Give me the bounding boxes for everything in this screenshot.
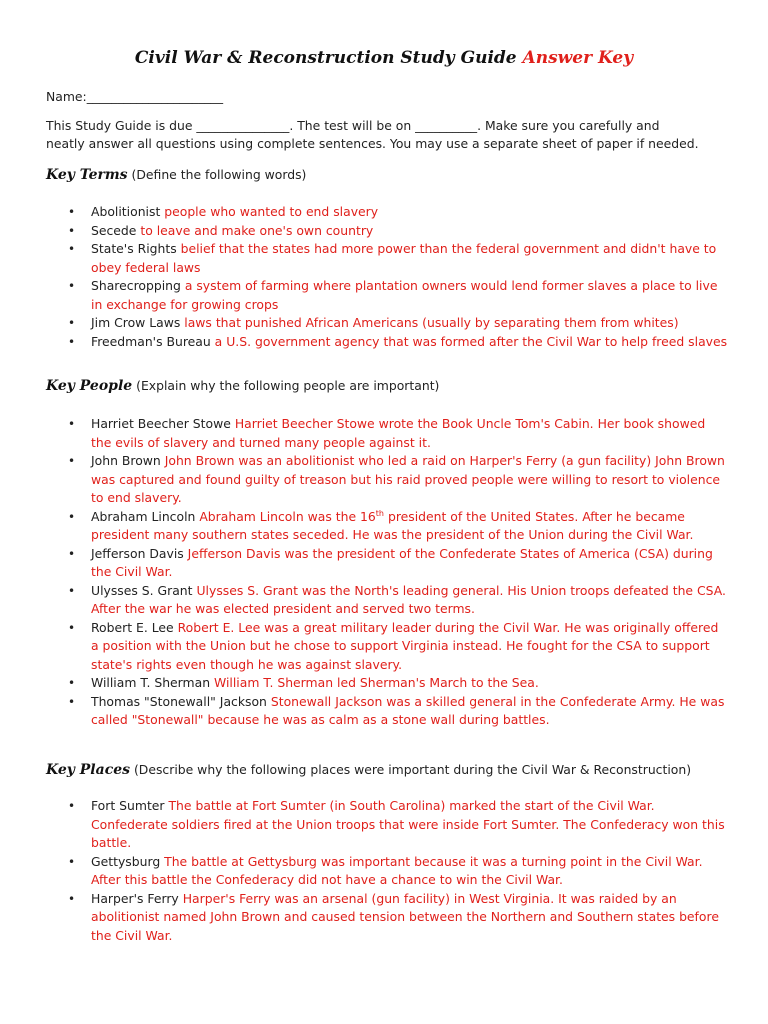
- list-item: [68, 222, 728, 241]
- list-item: [68, 890, 728, 946]
- term-answer: a U.S. government agency that was formed after the Civil War to help freed slaves: [214, 333, 728, 349]
- list-item: [68, 415, 728, 452]
- person-answer: William T. Sherman led Sherman's March to the Sea.: [214, 675, 539, 690]
- list-item: [68, 333, 728, 352]
- ordinal-suffix: th: [375, 508, 385, 518]
- term-answer: people who wanted to end slavery: [164, 204, 379, 219]
- person-answer: Robert E. Lee was a great military leader during the Civil War. He was originally offered a position with the Union but he chose to support Virginia instead. He fought for the CSA to support state's rights even though he was against slavery.: [91, 619, 719, 672]
- person-label: Harriet Beecher Stowe: [91, 416, 235, 431]
- list-item: [68, 545, 728, 582]
- key-people-title: Key People: [46, 378, 133, 394]
- term-label: Freedman's Bureau: [91, 333, 215, 349]
- bullet-icon: •: [68, 242, 76, 256]
- term-answer: to leave and make one's own country: [140, 222, 374, 238]
- list-item: [68, 314, 728, 333]
- bullet-icon: •: [68, 223, 76, 238]
- list-item: [68, 582, 728, 619]
- answer-key-label: Answer Key: [522, 48, 634, 68]
- page-title: [0, 48, 768, 68]
- list-item: [68, 508, 728, 545]
- bullet-icon: •: [68, 316, 76, 330]
- term-answer: laws that punished African Americans (usually by separating them from whites): [184, 315, 679, 330]
- bullet-icon: •: [68, 620, 76, 635]
- person-answer: Stonewall Jackson was a skilled general in the Confederate Army. He was called "Stonewall" because he was as calm as a stone wall during battles.: [91, 693, 725, 727]
- key-places-heading: [46, 762, 691, 778]
- person-label: Jefferson Davis: [91, 545, 188, 561]
- bullet-icon: •: [68, 799, 76, 813]
- intro-line-2: neatly answer all questions using complete sentences. You may use a separate sheet of paper if needed.: [46, 136, 699, 151]
- list-item: [68, 674, 728, 693]
- key-places-instruction: (Describe why the following places were important during the Civil War & Reconstruction): [130, 762, 692, 777]
- bullet-icon: •: [68, 334, 76, 349]
- bullet-icon: •: [68, 583, 76, 598]
- person-label: William T. Sherman: [91, 675, 214, 690]
- key-terms-list: [68, 203, 728, 351]
- bullet-icon: •: [68, 417, 76, 431]
- list-item: [68, 797, 728, 853]
- person-label: Ulysses S. Grant: [91, 582, 197, 598]
- list-item: [68, 693, 728, 730]
- key-places-list: [68, 797, 728, 945]
- person-label: Abraham Lincoln: [91, 508, 200, 524]
- term-label: Jim Crow Laws: [91, 315, 185, 330]
- key-people-list: [68, 415, 728, 730]
- list-item: [68, 619, 728, 675]
- bullet-icon: •: [68, 694, 76, 709]
- answer-part: president of the United States. After he became president many southern states seceded. He was the president of the Union during the Civil War.: [91, 508, 694, 542]
- list-item: [68, 452, 728, 508]
- person-label: Thomas "Stonewall" Jackson: [91, 693, 271, 709]
- name-line: Name:______________________: [46, 89, 224, 104]
- person-answer: John Brown was an abolitionist who led a raid on Harper's Ferry (a gun facility) John Brown was captured and found guilty of treason but his raid proved people were willing to resort to violence to end slavery.: [91, 453, 725, 505]
- person-answer: Harriet Beecher Stowe wrote the Book Uncle Tom's Cabin. Her book showed the evils of slavery and turned many people against it.: [91, 416, 706, 450]
- place-label: Harper's Ferry: [91, 890, 183, 906]
- intro-line-1: This Study Guide is due _______________. The test will be on __________. Make sure you carefully and: [46, 118, 660, 133]
- person-answer: Jefferson Davis was the president of the Confederate States of America (CSA) during the Civil War.: [91, 545, 713, 579]
- term-label: Sharecropping: [91, 278, 185, 293]
- bullet-icon: •: [68, 854, 76, 869]
- bullet-icon: •: [68, 891, 76, 906]
- key-terms-instruction: (Define the following words): [127, 167, 307, 182]
- bullet-icon: •: [68, 676, 76, 690]
- answer-part: Abraham Lincoln was the 16: [199, 508, 376, 524]
- term-answer: belief that the states had more power than the federal government and didn't have to obey federal laws: [91, 241, 717, 275]
- list-item: [68, 277, 728, 314]
- list-item: [68, 203, 728, 222]
- term-answer: a system of farming where plantation owners would lend former slaves a place to live in exchange for growing crops: [91, 278, 718, 312]
- bullet-icon: •: [68, 279, 76, 293]
- person-label: Robert E. Lee: [91, 619, 178, 635]
- place-label: Fort Sumter: [91, 798, 169, 813]
- list-item: [68, 240, 728, 277]
- title-text: Civil War & Reconstruction Study Guide: [134, 48, 517, 68]
- place-answer: Harper's Ferry was an arsenal (gun facility) in West Virginia. It was raided by an abolitionist named John Brown and caused tension between the Northern and Southern states before the Civil War.: [91, 890, 719, 943]
- key-people-instruction: (Explain why the following people are important): [132, 378, 440, 393]
- place-label: Gettysburg: [91, 853, 165, 869]
- bullet-icon: •: [68, 454, 76, 468]
- person-label: John Brown: [91, 453, 165, 468]
- person-answer: Ulysses S. Grant was the North's leading general. His Union troops defeated the CSA. After the war he was elected president and served two terms.: [91, 582, 726, 616]
- place-answer: The battle at Gettysburg was important because it was a turning point in the Civil War. After this battle the Confederacy did not have a chance to win the Civil War.: [91, 853, 703, 887]
- term-label: Abolitionist: [91, 204, 165, 219]
- bullet-icon: •: [68, 509, 76, 524]
- bullet-icon: •: [68, 205, 76, 219]
- place-answer: The battle at Fort Sumter (in South Carolina) marked the start of the Civil War. Confederate soldiers fired at the Union troops that were inside Fort Sumter. The Confederacy won this battle.: [91, 798, 725, 850]
- term-label: Secede: [91, 222, 141, 238]
- key-people-heading: [46, 378, 439, 394]
- term-label: State's Rights: [91, 241, 181, 256]
- bullet-icon: •: [68, 546, 76, 561]
- key-places-title: Key Places: [46, 762, 131, 778]
- key-terms-heading: [46, 167, 306, 183]
- key-terms-title: Key Terms: [46, 167, 128, 183]
- list-item: [68, 853, 728, 890]
